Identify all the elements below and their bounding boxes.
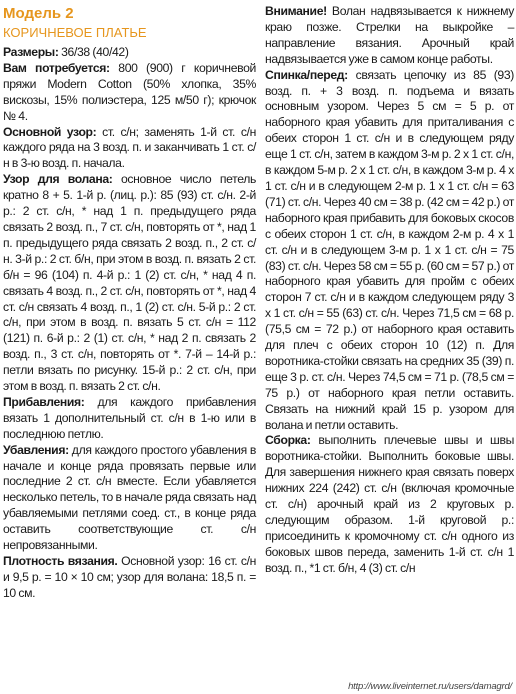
- increases-label: Прибавления:: [3, 394, 85, 409]
- materials-paragraph: [3, 61, 256, 125]
- decreases-label: Убавления:: [3, 442, 69, 457]
- model-title: Модель 2: [3, 5, 74, 22]
- assembly-label: Сборка:: [265, 433, 311, 448]
- sizes-paragraph: [3, 45, 256, 61]
- assembly-text: выполнить плечевые швы и швы воротника-стойки. Выполнить боковые швы. Для завершения нижнего края связать поверх нижних 224 (242) ст. с/н (включая кромочные ст. с/н) арочный край из 2 круговых р. следующим образом. 1-й круговой р.: присоединить к кромочному ст. с/н одного из боковых швов переда, заменить 1-й ст. с/н 1 возд. п., *1 ст. б/н, 4 (3) ст. с/н: [265, 433, 514, 575]
- back-front-text: связать цепочку из 85 (93) возд. п. + 3 возд. п. подъема и вязать основным узором. Через 5 см = 5 р. от наборного края убавить для приталивания с обеих сторон 1 ст. с/н и в следующем ряду еще 1 ст. с/н, затем в каждом 3-м р. 2 х 1 ст. с/н, в каждом 5-м р. 2 х 1 ст. с/н, в каждом 3-м р. 4 х 1 ст. с/н и в следующем 2-м р. 1 х 1 ст. с/н = 63 (71) ст. с/н. Через 40 см = 38 р. (42 см = 42 р.) от наборного края прибавить для боковых скосов с обеих сторон 1 ст. с/н, в каждом 2-м р. 4 х 1 ст. с/н и в следующем 3-м р. 1 х 1 ст. с/н = 75 (83) ст. с/н. Через 58 см = 55 р. (60 см = 57 р.) от наборного края убавить для пройм с обеих сторон 7 ст. с/н и в каждом следующем ряду 3 х 1 ст. с/н = 55 (63) ст. с/н. Через 71,5 см = 68 р. (75,5 см = 72 р.) от наборного края оставить для плеч с обеих сторон 10 (12) п. Для воротника-стойки связать на средних 35 (39) п. еще 3 р. ст. с/н. Через 74,5 см = 71 р. (78,5 см = 75 р.) от наборного края петли оставить. Связать на нижний край 15 р. узором для волана и петли оставить.: [265, 67, 514, 432]
- sizes-label: Размеры:: [3, 45, 59, 59]
- dress-subtitle: КОРИЧНЕВОЕ ПЛАТЬЕ: [3, 25, 147, 40]
- back-front-paragraph: [265, 68, 514, 434]
- decreases-paragraph: [3, 443, 256, 554]
- assembly-paragraph: [265, 433, 514, 576]
- main-pattern-text: ст. с/н; заменять 1-й ст. с/н каждого ряда на 3 возд. п. и заканчивать 1 ст. с/н в 3-ю возд. п. начала.: [3, 124, 256, 171]
- right-column: [265, 4, 514, 577]
- main-pattern-paragraph: [3, 125, 256, 173]
- gauge-text: Основной узор: 16 ст. с/н и 9,5 р. = 10 × 10 см; узор для волана: 18,5 п. = 10 см.: [3, 554, 257, 600]
- increases-text: для каждого прибавления вязать 1 дополнительный ст. с/н в 1-ю или в последнюю петлю.: [3, 394, 256, 441]
- flounce-pattern-text: основное число петель кратно 8 + 5. 1-й р. (лиц. р.): 85 (93) ст. с/н. 2-й р.: 2 ст. с/н, * над 1 п. предыдущего ряда связать 2 возд. п., 7 ст. с/н, повторять от *, над 1 п. предыдущего ряда связать 2 возд. п., 2 ст. с/н. 3-й р.: 2 ст. б/н, при этом в возд. п. вязать 2 ст. б/н = 96 (104) п. 4-й р.: 1 (2) ст. с/н, * над 4 п. связать 4 возд. п., 2 ст. с/н, повторять от *, над 4 ст. с/н связать 4 возд. п., 1 (2) ст. с/н. 5-й р.: 2 ст. с/н, при этом в возд. п. вязать 5 ст. с/н = 112 (121) п. 6-й р.: 2 (1) ст. с/н, * над 2 п. связать 2 возд. п., 3 ст. с/н, повторять от *. 7-й – 14-й р.: петли вязать по рисунку. 15-й р.: 2 ст. с/н, при этом в возд. п. вязать 2 ст. с/н.: [3, 172, 256, 394]
- materials-label: Вам потребуется:: [3, 60, 110, 75]
- flounce-pattern-label: Узор для волана:: [3, 172, 113, 187]
- watermark-url: http://www.liveinternet.ru/users/damagrd/: [348, 681, 512, 692]
- sizes-text: 36/38 (40/42): [58, 45, 129, 59]
- back-front-label: Спинка/перед:: [265, 67, 348, 82]
- flounce-pattern-paragraph: [3, 172, 256, 395]
- left-column: [3, 4, 256, 602]
- increases-paragraph: [3, 395, 256, 443]
- gauge-label: Плотность вязания.: [3, 554, 118, 568]
- gauge-paragraph: [3, 554, 256, 602]
- attention-label: Внимание!: [265, 4, 327, 18]
- materials-text: 800 (900) г коричневой пряжи Modern Cotton (50% хлопка, 35% вискозы, 15% полиэстера, 125 м/50 г); крючок № 4.: [3, 60, 256, 123]
- main-pattern-label: Основной узор:: [3, 124, 97, 139]
- attention-text: Волан надвязывается к нижнему краю позже. Стрелки на выкройке – направление вязания. Арочный край надвязывается уже в самом конце работы.: [265, 4, 514, 66]
- decreases-text: для каждого простого убавления в начале и конце ряда провязать первые или последние 2 ст. с/н вместе. Если убавляется несколько петель, то в начале ряда связать над убавляемыми петлями соед. ст., в конце ряда оставить соответствующие ст. с/н непровязанными.: [3, 442, 256, 553]
- attention-paragraph: [265, 4, 514, 68]
